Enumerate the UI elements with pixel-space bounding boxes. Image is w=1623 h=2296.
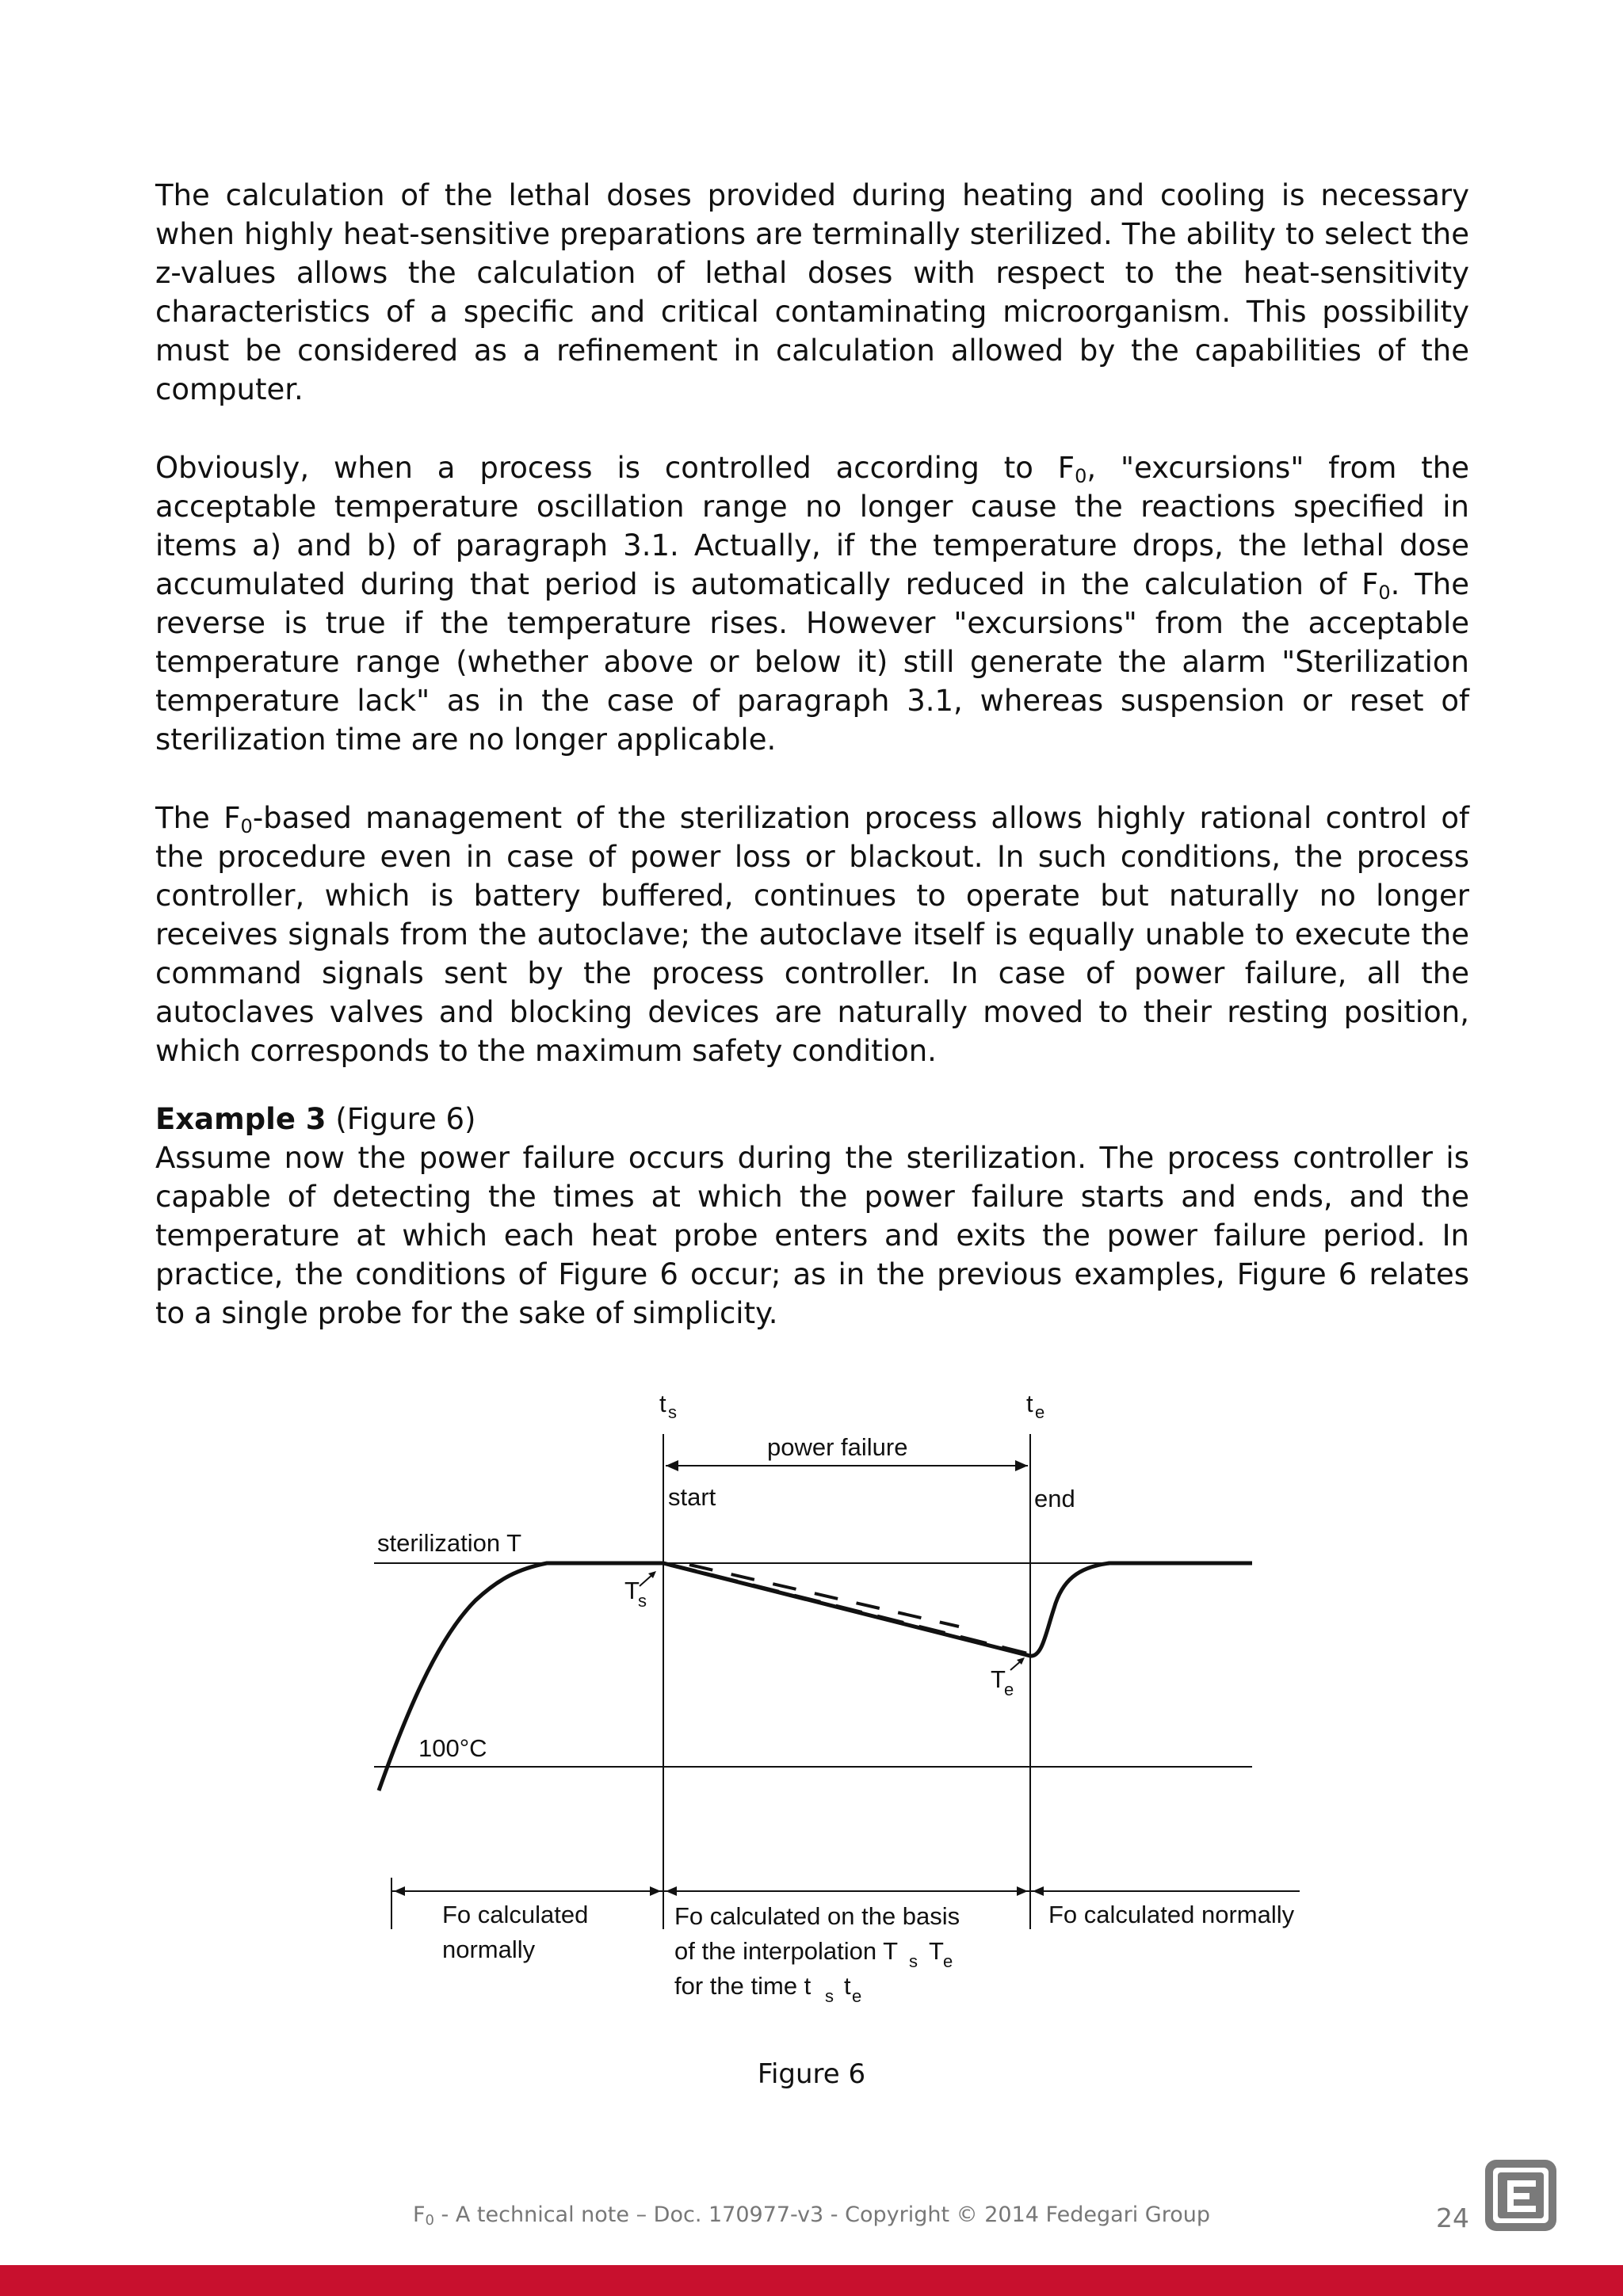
p2-part-c: . The reverse is true if the temperature rises. However "excursions" from the acceptable temperature range (whether above or below it) still generate the alarm "Sterilization temperature lack" as in the case of paragraph 3.1, whereas suspension or reset of sterilization time are no longer applicable.	[155, 567, 1469, 757]
mid-fo-label-3: for the time t	[674, 1972, 812, 2000]
sterilization-t-label: sterilization T	[377, 1529, 522, 1557]
bottom-arrow-mid-head-b	[1017, 1886, 1028, 1896]
power-failure-arrowhead-left	[666, 1460, 678, 1471]
mid-fo-label-1: Fo calculated on the basis	[674, 1902, 960, 1930]
mid-fo-label-3-sub-e: e	[852, 1986, 862, 2006]
p2-sub-2: 0	[1378, 582, 1391, 604]
temperature-curve	[379, 1563, 1252, 1791]
p3-part-a: The F	[155, 801, 241, 835]
left-fo-label-2: normally	[442, 1936, 536, 1963]
bottom-arrow-left-head-a	[394, 1886, 405, 1896]
footer-f-sub: 0	[425, 2212, 434, 2229]
bottom-arrow-mid-head-a	[666, 1886, 677, 1896]
left-fo-label-1: Fo calculated	[442, 1901, 589, 1928]
right-fo-label: Fo calculated normally	[1048, 1901, 1295, 1928]
mid-fo-label-3-t: t	[844, 1972, 851, 2000]
end-label: end	[1034, 1485, 1075, 1512]
interpolation-offset-dashes	[689, 1565, 959, 1627]
p3-part-b: -based management of the sterilization process allows highly rational control of the procedure even in case of power loss or blackout. In such conditions, the process controller, which is battery buffered, continues to operate but naturally no longer receives signals from the autoclave; the autoclave itself is equally unable to execute the command signals sent by the process controller. In case of power failure, all the autoclaves valves and blocking devices are naturally moved to their resting position, which corresponds to the maximum safety condition.	[155, 801, 1469, 1068]
Te-label: T	[991, 1665, 1006, 1693]
example-title: Example 3	[155, 1102, 327, 1136]
ts-label: t	[659, 1390, 666, 1417]
Ts-label-sub: s	[638, 1591, 647, 1611]
Ts-label: T	[624, 1577, 640, 1604]
example-heading	[155, 1100, 1469, 1138]
hundred-c-label: 100°C	[418, 1734, 487, 1762]
page-footer	[0, 2203, 1623, 2227]
paragraph-power-loss	[155, 799, 1469, 1070]
paragraph-lethal-doses: The calculation of the lethal doses provided during heating and cooling is necessary when highly heat-sensitive preparations are terminally sterilized. The ability to select the z-values allows the calculation of lethal doses with respect to the heat-sensitivity characteristics of a specific and critical contaminating microorganism. This possibility must be considered as a refinement in calculation allowed by the capabilities of the computer.	[155, 178, 1469, 406]
bottom-arrow-right-head	[1033, 1886, 1044, 1896]
mid-fo-label-2: of the interpolation T	[674, 1937, 899, 1965]
mid-fo-label-2-T: T	[929, 1937, 944, 1965]
p2-sub-1: 0	[1075, 465, 1087, 487]
p2-part-b: , "excursions" from the acceptable temperature oscillation range no longer cause the reactions specified in items a) and b) of paragraph 3.1. Actually, if the temperature drops, the lethal dose accumulated during that period is automatically reduced in the calculation of F	[155, 451, 1469, 601]
example-figure-ref: (Figure 6)	[335, 1102, 476, 1136]
mid-fo-label-2-sub-s: s	[909, 1951, 918, 1971]
bottom-brand-bar	[0, 2265, 1623, 2296]
power-failure-arrowhead-right	[1015, 1460, 1028, 1471]
paragraph-example-body: Assume now the power failure occurs during the sterilization. The process controller is capable of detecting the times at which the power failure starts and ends, and the temperature at which each heat probe enters and exits the power failure period. In practice, the conditions of Figure 6 occur; as in the previous examples, Figure 6 relates to a single probe for the sake of simplicity.	[155, 1141, 1469, 1330]
figure-6-diagram	[246, 1371, 1355, 2036]
te-label-sub: e	[1035, 1402, 1045, 1422]
p2-part-a: Obviously, when a process is controlled according to F	[155, 451, 1075, 485]
mid-fo-label-3-sub-s: s	[825, 1986, 834, 2006]
paragraph-excursions	[155, 448, 1469, 759]
p3-sub: 0	[240, 815, 253, 837]
Te-label-sub: e	[1004, 1680, 1014, 1699]
ts-label-sub: s	[668, 1402, 677, 1422]
fedegari-logo-icon	[1484, 2158, 1558, 2233]
start-label: start	[668, 1483, 716, 1511]
footer-f: F	[412, 2203, 426, 2227]
power-failure-label: power failure	[767, 1433, 908, 1461]
figure-caption: Figure 6	[757, 2058, 866, 2090]
page-number: 24	[1436, 2203, 1469, 2233]
mid-fo-label-2-sub-e: e	[943, 1951, 953, 1971]
bottom-arrow-left-head-b	[650, 1886, 661, 1896]
interpolation-dashed-line	[670, 1565, 1026, 1653]
te-label: t	[1026, 1390, 1033, 1417]
footer-text: - A technical note – Doc. 170977-v3 - Copyright © 2014 Fedegari Group	[433, 2203, 1211, 2227]
